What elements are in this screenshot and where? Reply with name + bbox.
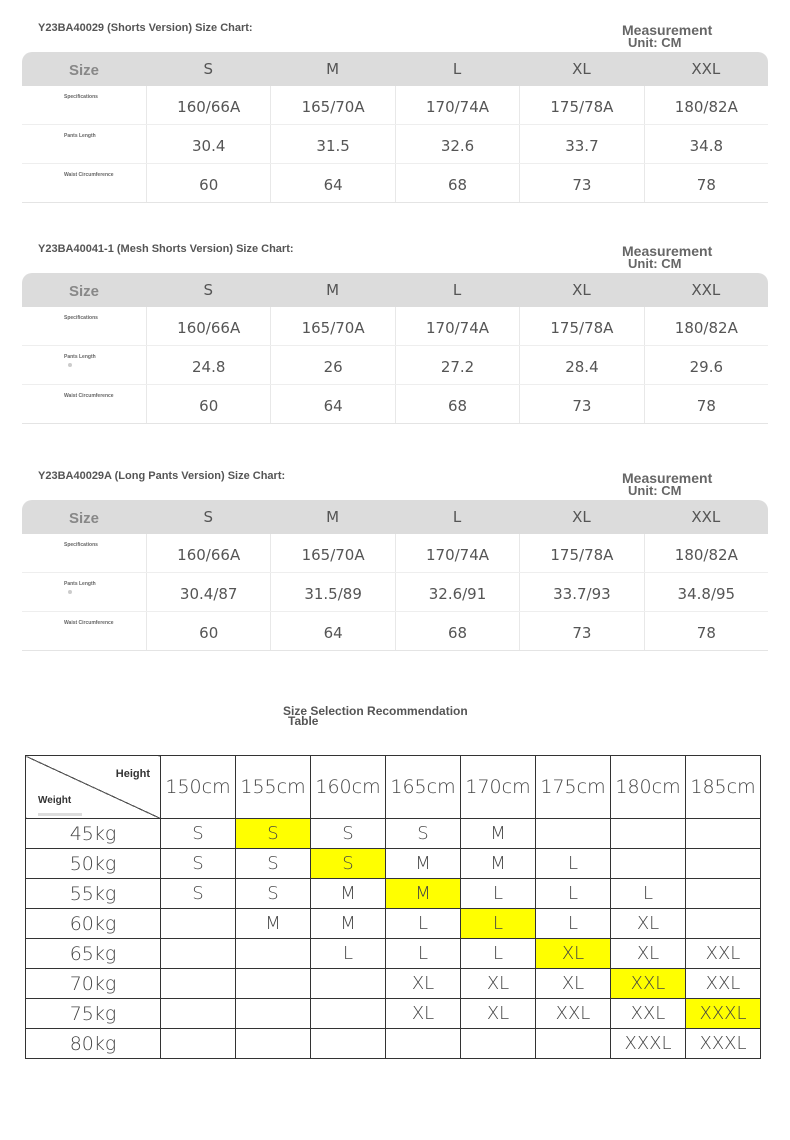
row-label-cell xyxy=(22,164,147,202)
measurement-cell: 160/66A xyxy=(147,307,271,345)
measurement-cell: 73 xyxy=(520,164,644,202)
measurement-cell: 68 xyxy=(396,385,520,423)
recommended-size-cell: M xyxy=(461,849,536,879)
recommendation-title-line2: Table xyxy=(288,714,319,728)
recommended-size-cell: L xyxy=(611,879,686,909)
recommended-size-cell xyxy=(161,1029,236,1059)
size-header-cell: M xyxy=(326,508,340,526)
height-label: Height xyxy=(115,768,150,780)
measurement-cell: 78 xyxy=(696,397,716,415)
row-label: Pants Length xyxy=(64,133,96,139)
measurement-row xyxy=(22,573,768,612)
measurement-row xyxy=(22,612,768,651)
size-header-label: Size xyxy=(68,62,99,79)
height-header-cell: 185cm xyxy=(686,756,761,819)
recommended-size-cell: XXL xyxy=(686,939,761,969)
measurement-row xyxy=(22,164,768,203)
recommended-size-cell-highlighted: XXL xyxy=(611,969,686,999)
measurement-cell: 32.6 xyxy=(396,125,520,163)
weight-row xyxy=(26,939,761,969)
row-label: Specifications xyxy=(64,315,98,321)
size-header-row xyxy=(22,500,768,534)
weight-row xyxy=(26,819,761,849)
size-table xyxy=(22,273,768,424)
measurement-cell: 68 xyxy=(396,612,520,650)
recommended-size-cell xyxy=(611,819,686,849)
row-label-cell xyxy=(22,125,147,163)
recommended-size-cell: XXXL xyxy=(611,1029,686,1059)
measurement-cell: 34.8/95 xyxy=(677,585,736,603)
recommended-size-cell: XL xyxy=(386,999,461,1029)
weight-cell: 45kg xyxy=(26,819,161,849)
measurement-cell: 60 xyxy=(147,612,271,650)
weight-row xyxy=(26,909,761,939)
size-header-row xyxy=(22,52,768,86)
size-header-cell: S xyxy=(203,60,213,78)
height-header-cell: 170cm xyxy=(461,756,536,819)
row-label: Pants Length xyxy=(64,354,96,360)
measurement-row xyxy=(22,346,768,385)
measurement-cell: 24.8 xyxy=(147,346,271,384)
measurement-cell: 64 xyxy=(271,612,395,650)
recommended-size-cell xyxy=(461,1029,536,1059)
weight-row xyxy=(26,969,761,999)
size-recommendation-table xyxy=(25,755,761,1059)
weight-row xyxy=(26,849,761,879)
measurement-cell: 32.6/91 xyxy=(396,573,520,611)
recommended-size-cell xyxy=(686,879,761,909)
size-header-cell: S xyxy=(203,281,213,299)
weight-row xyxy=(26,1029,761,1059)
measurement-cell: 27.2 xyxy=(396,346,520,384)
recommended-size-cell xyxy=(611,849,686,879)
measurement-cell: 68 xyxy=(396,164,520,202)
measurement-cell: 34.8 xyxy=(689,137,724,155)
recommended-size-cell xyxy=(161,909,236,939)
measurement-cell: 165/70A xyxy=(271,307,395,345)
measurement-cell: 28.4 xyxy=(520,346,644,384)
measurement-cell: 175/78A xyxy=(520,86,644,124)
measurement-cell: 165/70A xyxy=(271,534,395,572)
recommended-size-cell xyxy=(236,1029,311,1059)
recommended-size-cell: L xyxy=(536,849,611,879)
row-label-cell xyxy=(22,307,147,345)
size-header-cell: XXL xyxy=(691,60,721,78)
size-header-cell: M xyxy=(326,60,340,78)
measurement-cell: 60 xyxy=(147,164,271,202)
weight-cell: 75kg xyxy=(26,999,161,1029)
recommended-size-cell: M xyxy=(461,819,536,849)
row-label: Waist Circumference xyxy=(64,172,114,178)
size-header-cell: XL xyxy=(572,60,591,78)
unit-label-line1: Measurement xyxy=(622,22,713,38)
measurement-cell: 165/70A xyxy=(271,86,395,124)
recommended-size-cell xyxy=(536,819,611,849)
measurement-unit xyxy=(622,245,752,269)
measurement-cell: 33.7 xyxy=(520,125,644,163)
chart-title: Y23BA40029A (Long Pants Version) Size Chart: xyxy=(38,470,286,482)
chart-title: Y23BA40041-1 (Mesh Shorts Version) Size Chart: xyxy=(38,243,294,255)
recommended-size-cell xyxy=(686,849,761,879)
row-label-cell xyxy=(22,346,147,384)
recommended-size-cell: S xyxy=(311,819,386,849)
recommended-size-cell: S xyxy=(161,879,236,909)
recommended-size-cell xyxy=(386,1029,461,1059)
recommended-size-cell: XL xyxy=(536,969,611,999)
recommended-size-cell: M xyxy=(236,909,311,939)
recommended-size-cell: XXXL xyxy=(686,1029,761,1059)
recommended-size-cell: XXL xyxy=(536,999,611,1029)
unit-label-line2: Unit: CM xyxy=(628,35,682,50)
size-table xyxy=(22,500,768,651)
recommended-size-cell: S xyxy=(386,819,461,849)
recommended-size-cell: L xyxy=(311,939,386,969)
measurement-row xyxy=(22,86,768,125)
measurement-cell: 73 xyxy=(520,612,644,650)
size-header-cell: XXL xyxy=(691,281,721,299)
weight-cell: 55kg xyxy=(26,879,161,909)
size-header-cell: XXL xyxy=(691,508,721,526)
row-label-cell xyxy=(22,385,147,423)
recommended-size-cell: L xyxy=(386,939,461,969)
recommended-size-cell: XL xyxy=(611,939,686,969)
recommended-size-cell-highlighted: XL xyxy=(536,939,611,969)
row-label-cell xyxy=(22,573,147,611)
recommended-size-cell xyxy=(236,999,311,1029)
recommendation-header-row xyxy=(26,756,761,819)
measurement-cell: 30.4/87 xyxy=(147,573,271,611)
recommended-size-cell xyxy=(161,999,236,1029)
recommended-size-cell: XXL xyxy=(611,999,686,1029)
size-header-cell: L xyxy=(452,281,462,299)
measurement-row xyxy=(22,307,768,346)
height-header-cell: 155cm xyxy=(236,756,311,819)
recommended-size-cell: XXL xyxy=(686,969,761,999)
row-label: Specifications xyxy=(64,94,98,100)
recommended-size-cell: L xyxy=(461,879,536,909)
height-header-cell: 150cm xyxy=(161,756,236,819)
measurement-cell: 160/66A xyxy=(147,86,271,124)
measurement-cell: 73 xyxy=(520,385,644,423)
recommended-size-cell xyxy=(686,819,761,849)
measurement-cell: 26 xyxy=(271,346,395,384)
measurement-cell: 180/82A xyxy=(674,546,738,564)
height-header-cell: 175cm xyxy=(536,756,611,819)
weight-underline-decoration xyxy=(38,813,82,816)
recommended-size-cell: S xyxy=(161,849,236,879)
recommended-size-cell-highlighted: XXXL xyxy=(686,999,761,1029)
recommended-size-cell xyxy=(236,969,311,999)
measurement-cell: 31.5/89 xyxy=(271,573,395,611)
recommendation-title xyxy=(283,706,468,726)
row-label: Specifications xyxy=(64,542,98,548)
row-label: Pants Length xyxy=(64,581,96,587)
recommended-size-cell-highlighted: L xyxy=(461,909,536,939)
recommended-size-cell xyxy=(311,969,386,999)
recommended-size-cell xyxy=(236,939,311,969)
size-header-cell: XL xyxy=(572,281,591,299)
size-table xyxy=(22,52,768,203)
recommended-size-cell: XL xyxy=(386,969,461,999)
measurement-cell: 78 xyxy=(696,624,716,642)
weight-cell: 80kg xyxy=(26,1029,161,1059)
measurement-unit xyxy=(622,472,752,496)
unit-label-line1: Measurement xyxy=(622,243,713,259)
measurement-cell: 31.5 xyxy=(271,125,395,163)
size-header-cell: L xyxy=(452,60,462,78)
bullet-icon xyxy=(68,590,72,594)
recommended-size-cell: S xyxy=(236,879,311,909)
bullet-icon xyxy=(68,363,72,367)
measurement-cell: 78 xyxy=(696,176,716,194)
measurement-cell: 170/74A xyxy=(396,534,520,572)
size-header-cell: XL xyxy=(572,508,591,526)
measurement-cell: 160/66A xyxy=(147,534,271,572)
measurement-cell: 180/82A xyxy=(674,319,738,337)
unit-label-line1: Measurement xyxy=(622,470,713,486)
weight-row xyxy=(26,999,761,1029)
recommended-size-cell: XL xyxy=(611,909,686,939)
recommended-size-cell xyxy=(311,999,386,1029)
recommended-size-cell-highlighted: S xyxy=(311,849,386,879)
recommended-size-cell: XL xyxy=(461,999,536,1029)
measurement-cell: 33.7/93 xyxy=(520,573,644,611)
height-weight-corner-cell xyxy=(26,756,161,819)
recommended-size-cell: XL xyxy=(461,969,536,999)
size-header-cell: M xyxy=(326,281,340,299)
recommended-size-cell: L xyxy=(386,909,461,939)
recommended-size-cell xyxy=(161,939,236,969)
recommended-size-cell: S xyxy=(236,849,311,879)
recommended-size-cell: M xyxy=(311,909,386,939)
measurement-cell: 180/82A xyxy=(674,98,738,116)
measurement-unit xyxy=(622,24,752,48)
measurement-cell: 60 xyxy=(147,385,271,423)
recommended-size-cell xyxy=(686,909,761,939)
row-label-cell xyxy=(22,612,147,650)
size-header-label: Size xyxy=(68,510,99,527)
unit-label-line2: Unit: CM xyxy=(628,256,682,271)
measurement-row xyxy=(22,385,768,424)
recommended-size-cell xyxy=(161,969,236,999)
recommended-size-cell: L xyxy=(536,879,611,909)
row-label: Waist Circumference xyxy=(64,393,114,399)
size-header-label: Size xyxy=(68,283,99,300)
height-header-cell: 165cm xyxy=(386,756,461,819)
weight-label: Weight xyxy=(38,795,72,806)
recommended-size-cell: S xyxy=(161,819,236,849)
recommended-size-cell-highlighted: M xyxy=(386,879,461,909)
row-label-cell xyxy=(22,534,147,572)
recommended-size-cell: M xyxy=(386,849,461,879)
recommendation-title-line1: Size Selection Recommendation xyxy=(283,704,468,718)
row-label: Waist Circumference xyxy=(64,620,114,626)
size-header-row xyxy=(22,273,768,307)
measurement-row xyxy=(22,125,768,164)
weight-cell: 60kg xyxy=(26,909,161,939)
size-header-cell: L xyxy=(452,508,462,526)
recommended-size-cell: M xyxy=(311,879,386,909)
unit-label-line2: Unit: CM xyxy=(628,483,682,498)
weight-cell: 70kg xyxy=(26,969,161,999)
height-header-cell: 160cm xyxy=(311,756,386,819)
measurement-cell: 29.6 xyxy=(689,358,724,376)
measurement-cell: 170/74A xyxy=(396,86,520,124)
measurement-cell: 64 xyxy=(271,385,395,423)
measurement-cell: 170/74A xyxy=(396,307,520,345)
chart-title: Y23BA40029 (Shorts Version) Size Chart: xyxy=(38,22,253,34)
recommended-size-cell xyxy=(311,1029,386,1059)
measurement-cell: 30.4 xyxy=(147,125,271,163)
recommended-size-cell: L xyxy=(461,939,536,969)
measurement-cell: 64 xyxy=(271,164,395,202)
row-label-cell xyxy=(22,86,147,124)
measurement-cell: 175/78A xyxy=(520,307,644,345)
height-header-cell: 180cm xyxy=(611,756,686,819)
size-header-cell: S xyxy=(203,508,213,526)
recommended-size-cell xyxy=(536,1029,611,1059)
weight-cell: 50kg xyxy=(26,849,161,879)
weight-cell: 65kg xyxy=(26,939,161,969)
measurement-cell: 175/78A xyxy=(520,534,644,572)
measurement-row xyxy=(22,534,768,573)
weight-row xyxy=(26,879,761,909)
recommended-size-cell: L xyxy=(536,909,611,939)
recommended-size-cell-highlighted: S xyxy=(236,819,311,849)
